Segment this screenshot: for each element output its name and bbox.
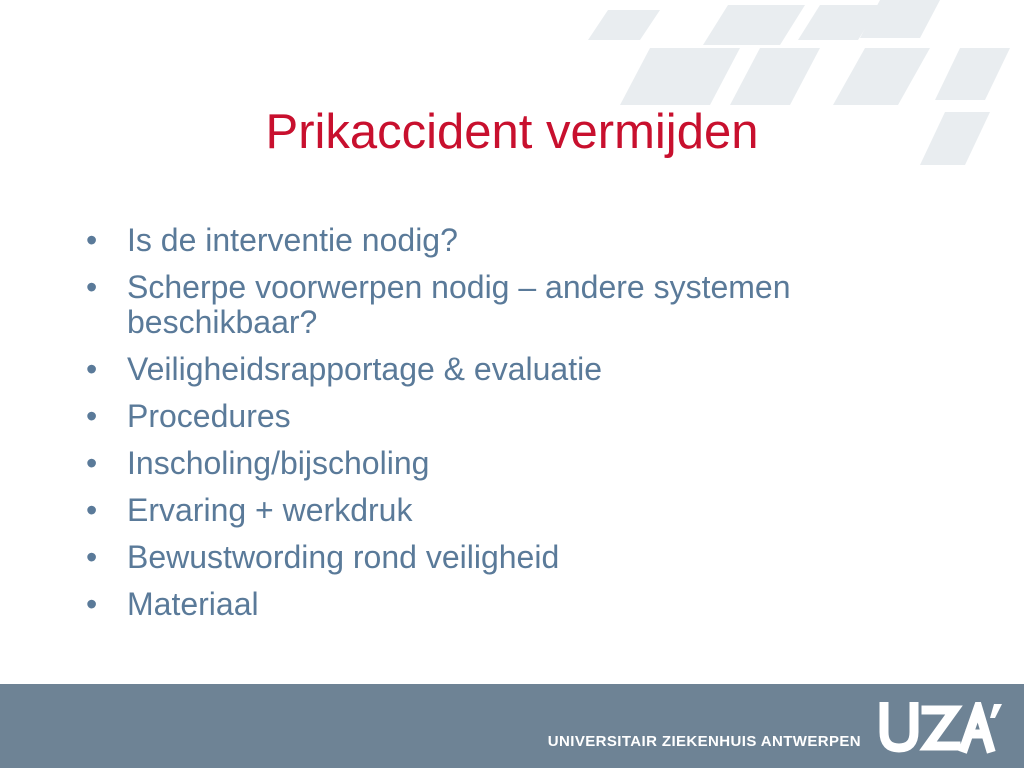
decorative-stripe	[730, 48, 820, 105]
decorative-stripe	[703, 5, 805, 45]
bullet-list	[84, 223, 804, 634]
institution-name: UNIVERSITAIR ZIEKENHUIS ANTWERPEN	[547, 733, 861, 750]
bullet-item	[84, 587, 804, 622]
bullet-item	[84, 223, 804, 258]
decorative-stripe	[588, 10, 660, 40]
bullet-text: Veiligheidsrapportage & evaluatie	[127, 351, 602, 387]
decorative-stripe	[935, 48, 1010, 100]
slide-title: Prikaccident vermijden	[265, 105, 759, 159]
bullet-marker: •	[86, 222, 98, 258]
bullet-marker: •	[86, 351, 98, 387]
bullet-item	[84, 446, 804, 481]
bullet-marker: •	[86, 586, 98, 622]
bullet-text: Inscholing/bijscholing	[127, 445, 430, 481]
bullet-marker: •	[86, 492, 98, 528]
bullet-marker: •	[86, 398, 98, 434]
bullet-marker: •	[86, 539, 98, 575]
bullet-marker: •	[86, 445, 98, 481]
decorative-stripe	[833, 48, 930, 105]
uza-logo	[878, 702, 1004, 754]
bullet-text: Bewustwording rond veiligheid	[127, 539, 560, 575]
bullet-text: Procedures	[127, 398, 291, 434]
decorative-stripe	[620, 48, 740, 105]
bullet-marker: •	[86, 269, 98, 305]
bullet-item	[84, 493, 804, 528]
bullet-item	[84, 270, 804, 340]
bullet-text: Is de interventie nodig?	[127, 222, 458, 258]
bullet-item	[84, 399, 804, 434]
footer-band	[0, 684, 1024, 768]
bullet-text: Materiaal	[127, 586, 259, 622]
bullet-text: Ervaring + werkdruk	[127, 492, 413, 528]
bullet-item	[84, 540, 804, 575]
bullet-item	[84, 352, 804, 387]
bullet-text: Scherpe voorwerpen nodig – andere systemen beschikbaar?	[127, 269, 791, 340]
